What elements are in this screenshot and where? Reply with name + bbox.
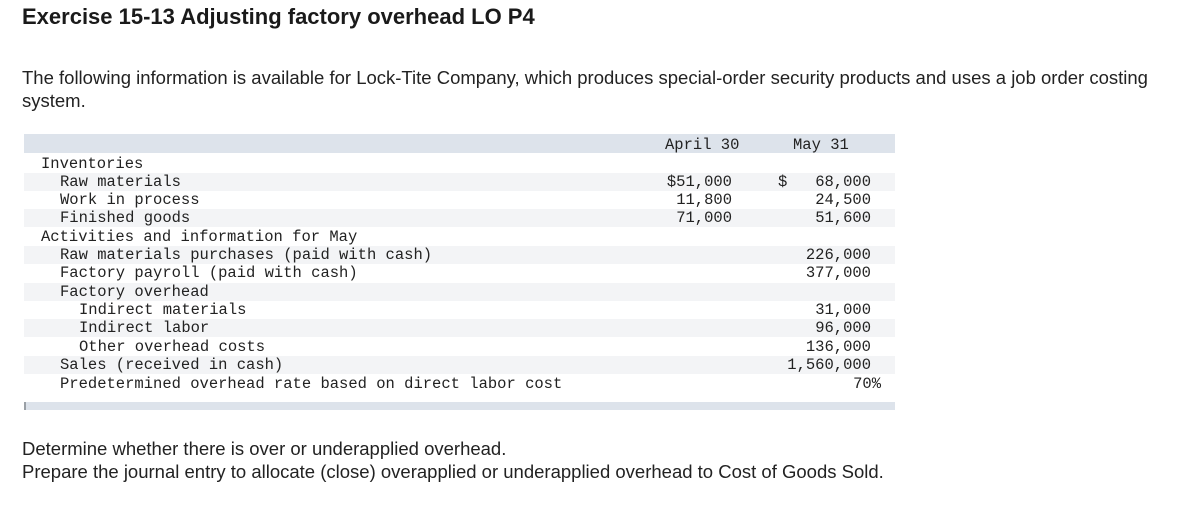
instruction-line-1: Determine whether there is over or underapplied overhead. — [22, 438, 507, 459]
april-value: 71,000 — [676, 209, 732, 227]
may-value: 70% — [853, 375, 881, 393]
may-value: 96,000 — [815, 319, 871, 337]
row-label: Work in process — [60, 191, 200, 209]
row-label: Factory overhead — [60, 283, 209, 301]
instruction-line-2: Prepare the journal entry to allocate (close) overapplied or underapplied overhead to Cost of Goods Sold. — [22, 461, 884, 482]
table-row-inventories — [24, 155, 895, 173]
row-label: Raw materials purchases (paid with cash) — [60, 246, 433, 264]
table-row-work-in-process — [24, 191, 895, 209]
table-row-finished-goods — [24, 209, 895, 227]
table-row-other-overhead — [24, 338, 895, 356]
table-row-sales — [24, 356, 895, 374]
row-label: Predetermined overhead rate based on direct labor cost — [60, 375, 563, 393]
row-label: Inventories — [41, 155, 144, 173]
row-label: Activities and information for May — [41, 228, 358, 246]
exercise-title: Exercise 15-13 Adjusting factory overhead LO P4 — [22, 4, 535, 29]
row-label: Sales (received in cash) — [60, 356, 284, 374]
april-value: 11,800 — [676, 191, 732, 209]
row-label: Other overhead costs — [79, 338, 266, 356]
table-row-rm-purchases — [24, 246, 895, 264]
table-row-factory-payroll — [24, 264, 895, 282]
table-row-indirect-materials — [24, 301, 895, 319]
may-value: 31,000 — [815, 301, 871, 319]
data-table — [24, 134, 895, 410]
row-label: Factory payroll (paid with cash) — [60, 264, 358, 282]
table-row-indirect-labor — [24, 319, 895, 337]
table-row-activities-heading — [24, 228, 895, 246]
table-footer-bar — [24, 402, 895, 410]
april-value: $51,000 — [666, 173, 732, 191]
may-value: 377,000 — [805, 264, 871, 282]
table-row-overhead-rate — [24, 375, 895, 393]
may-value: 226,000 — [805, 246, 871, 264]
may-value: 68,000 — [815, 173, 871, 191]
column-header-may-31: May 31 — [793, 136, 849, 154]
row-label: Raw materials — [60, 173, 181, 191]
intro-paragraph: The following information is available for Lock-Tite Company, which produces special-order security products and uses a job order costing system. — [22, 67, 1148, 111]
row-label: Indirect labor — [79, 319, 210, 337]
may-value: 136,000 — [805, 338, 871, 356]
table-row-raw-materials — [24, 173, 895, 191]
column-header-april-30: April 30 — [665, 136, 740, 154]
table-row-factory-overhead — [24, 283, 895, 301]
table-header-bar — [24, 134, 895, 153]
may-value: 24,500 — [815, 191, 871, 209]
dollar-sign: $ — [778, 173, 788, 191]
may-value: 1,560,000 — [787, 356, 871, 374]
row-label: Finished goods — [60, 209, 191, 227]
instructions — [22, 437, 1172, 483]
may-value: 51,600 — [815, 209, 871, 227]
row-label: Indirect materials — [79, 301, 247, 319]
